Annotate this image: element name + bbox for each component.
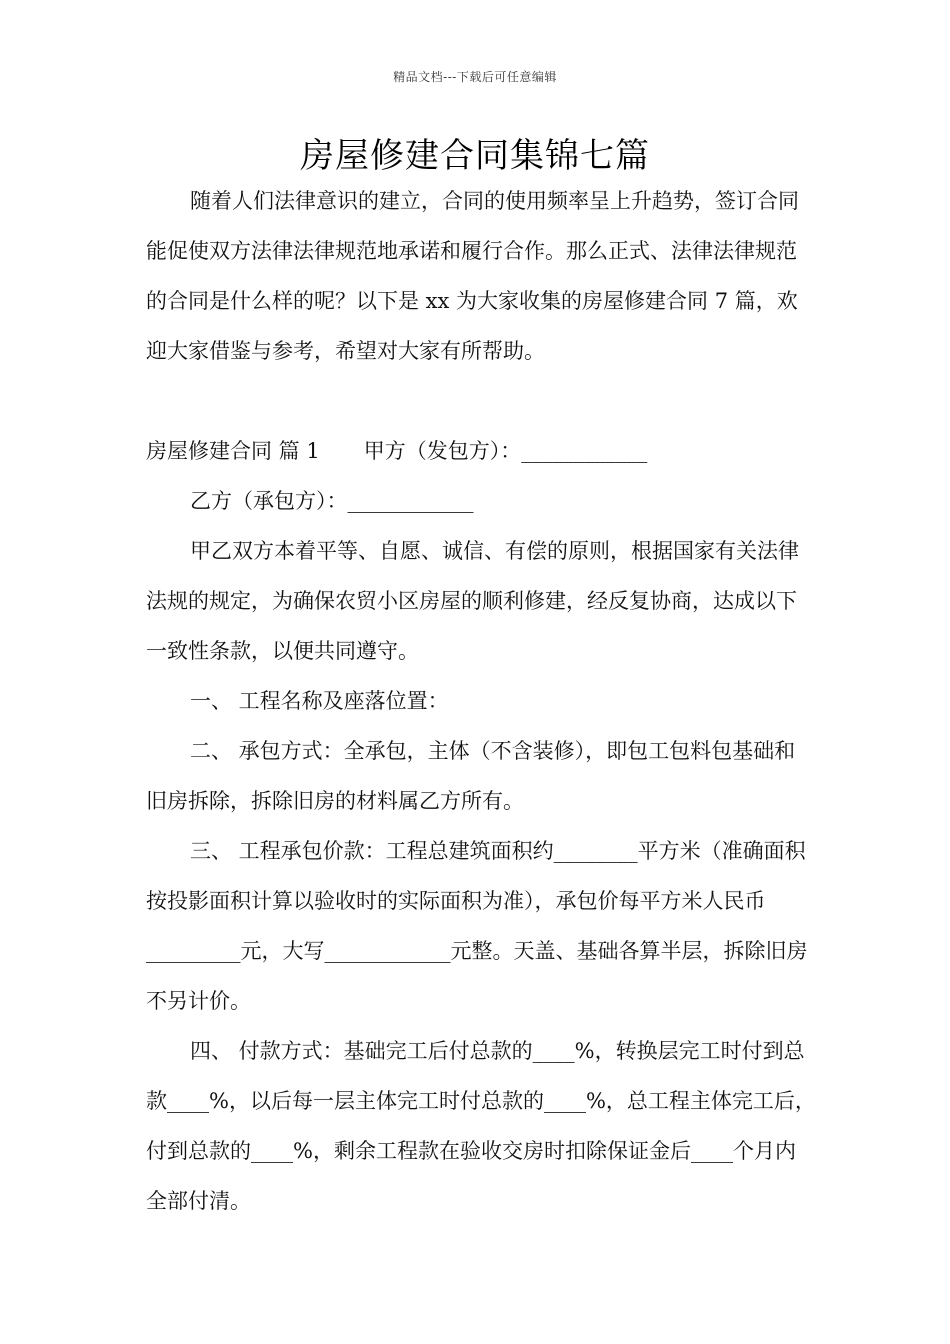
clause-3: 三、 工程承包价款：工程总建筑面积约________平方米（准确面积按投影面积计算以验收时的实际面积为准），承包价每平方米人民币_________元，大写____________元整。天盖、基础各算半层，拆除旧房不另计价。 xyxy=(146,839,808,1013)
clause-4: 四、 付款方式：基础完工后付总款的____%，转换层完工时付到总款____%，以后每一层主体完工时付总款的____%，总工程主体完工后，付到总款的____%，剩余工程款在验收交房时扣除保证金后____个月内全部付清。 xyxy=(146,1039,816,1213)
intro-paragraph: 随着人们法律意识的建立，合同的使用频率呈上升趋势，签订合同能促使双方法律法律规范地承诺和履行合作。那么正式、法律法律规范的合同是什么样的呢？以下是 xx 为大家收集的房屋修建合同 7 篇，欢迎大家借鉴与参考，希望对大家有所帮助。 xyxy=(146,189,799,363)
clause-1: 一、 工程名称及座落位置： xyxy=(190,689,449,713)
page-header: 精品文档---下载后可任意编辑 xyxy=(393,70,557,84)
clause-2: 二、 承包方式：全承包，主体（不含装修），即包工包料包基础和旧房拆除，拆除旧房的材料属乙方所有。 xyxy=(146,739,796,813)
party-a-line: 甲方（发包方）：____________ xyxy=(363,439,648,463)
party-b-line: 乙方（承包方）：____________ xyxy=(190,489,474,513)
preamble-paragraph: 甲乙双方本着平等、自愿、诚信、有偿的原则，根据国家有关法律法规的规定，为确保农贸小区房屋的顺利修建，经反复协商，达成以下一致性条款，以便共同遵守。 xyxy=(146,539,799,663)
document-body xyxy=(146,176,816,1226)
section-heading: 房屋修建合同 篇 1 xyxy=(146,439,320,463)
document-title: 房屋修建合同集锦七篇 xyxy=(300,136,650,176)
paragraph-gap xyxy=(146,376,816,426)
section-heading-line xyxy=(146,426,816,476)
